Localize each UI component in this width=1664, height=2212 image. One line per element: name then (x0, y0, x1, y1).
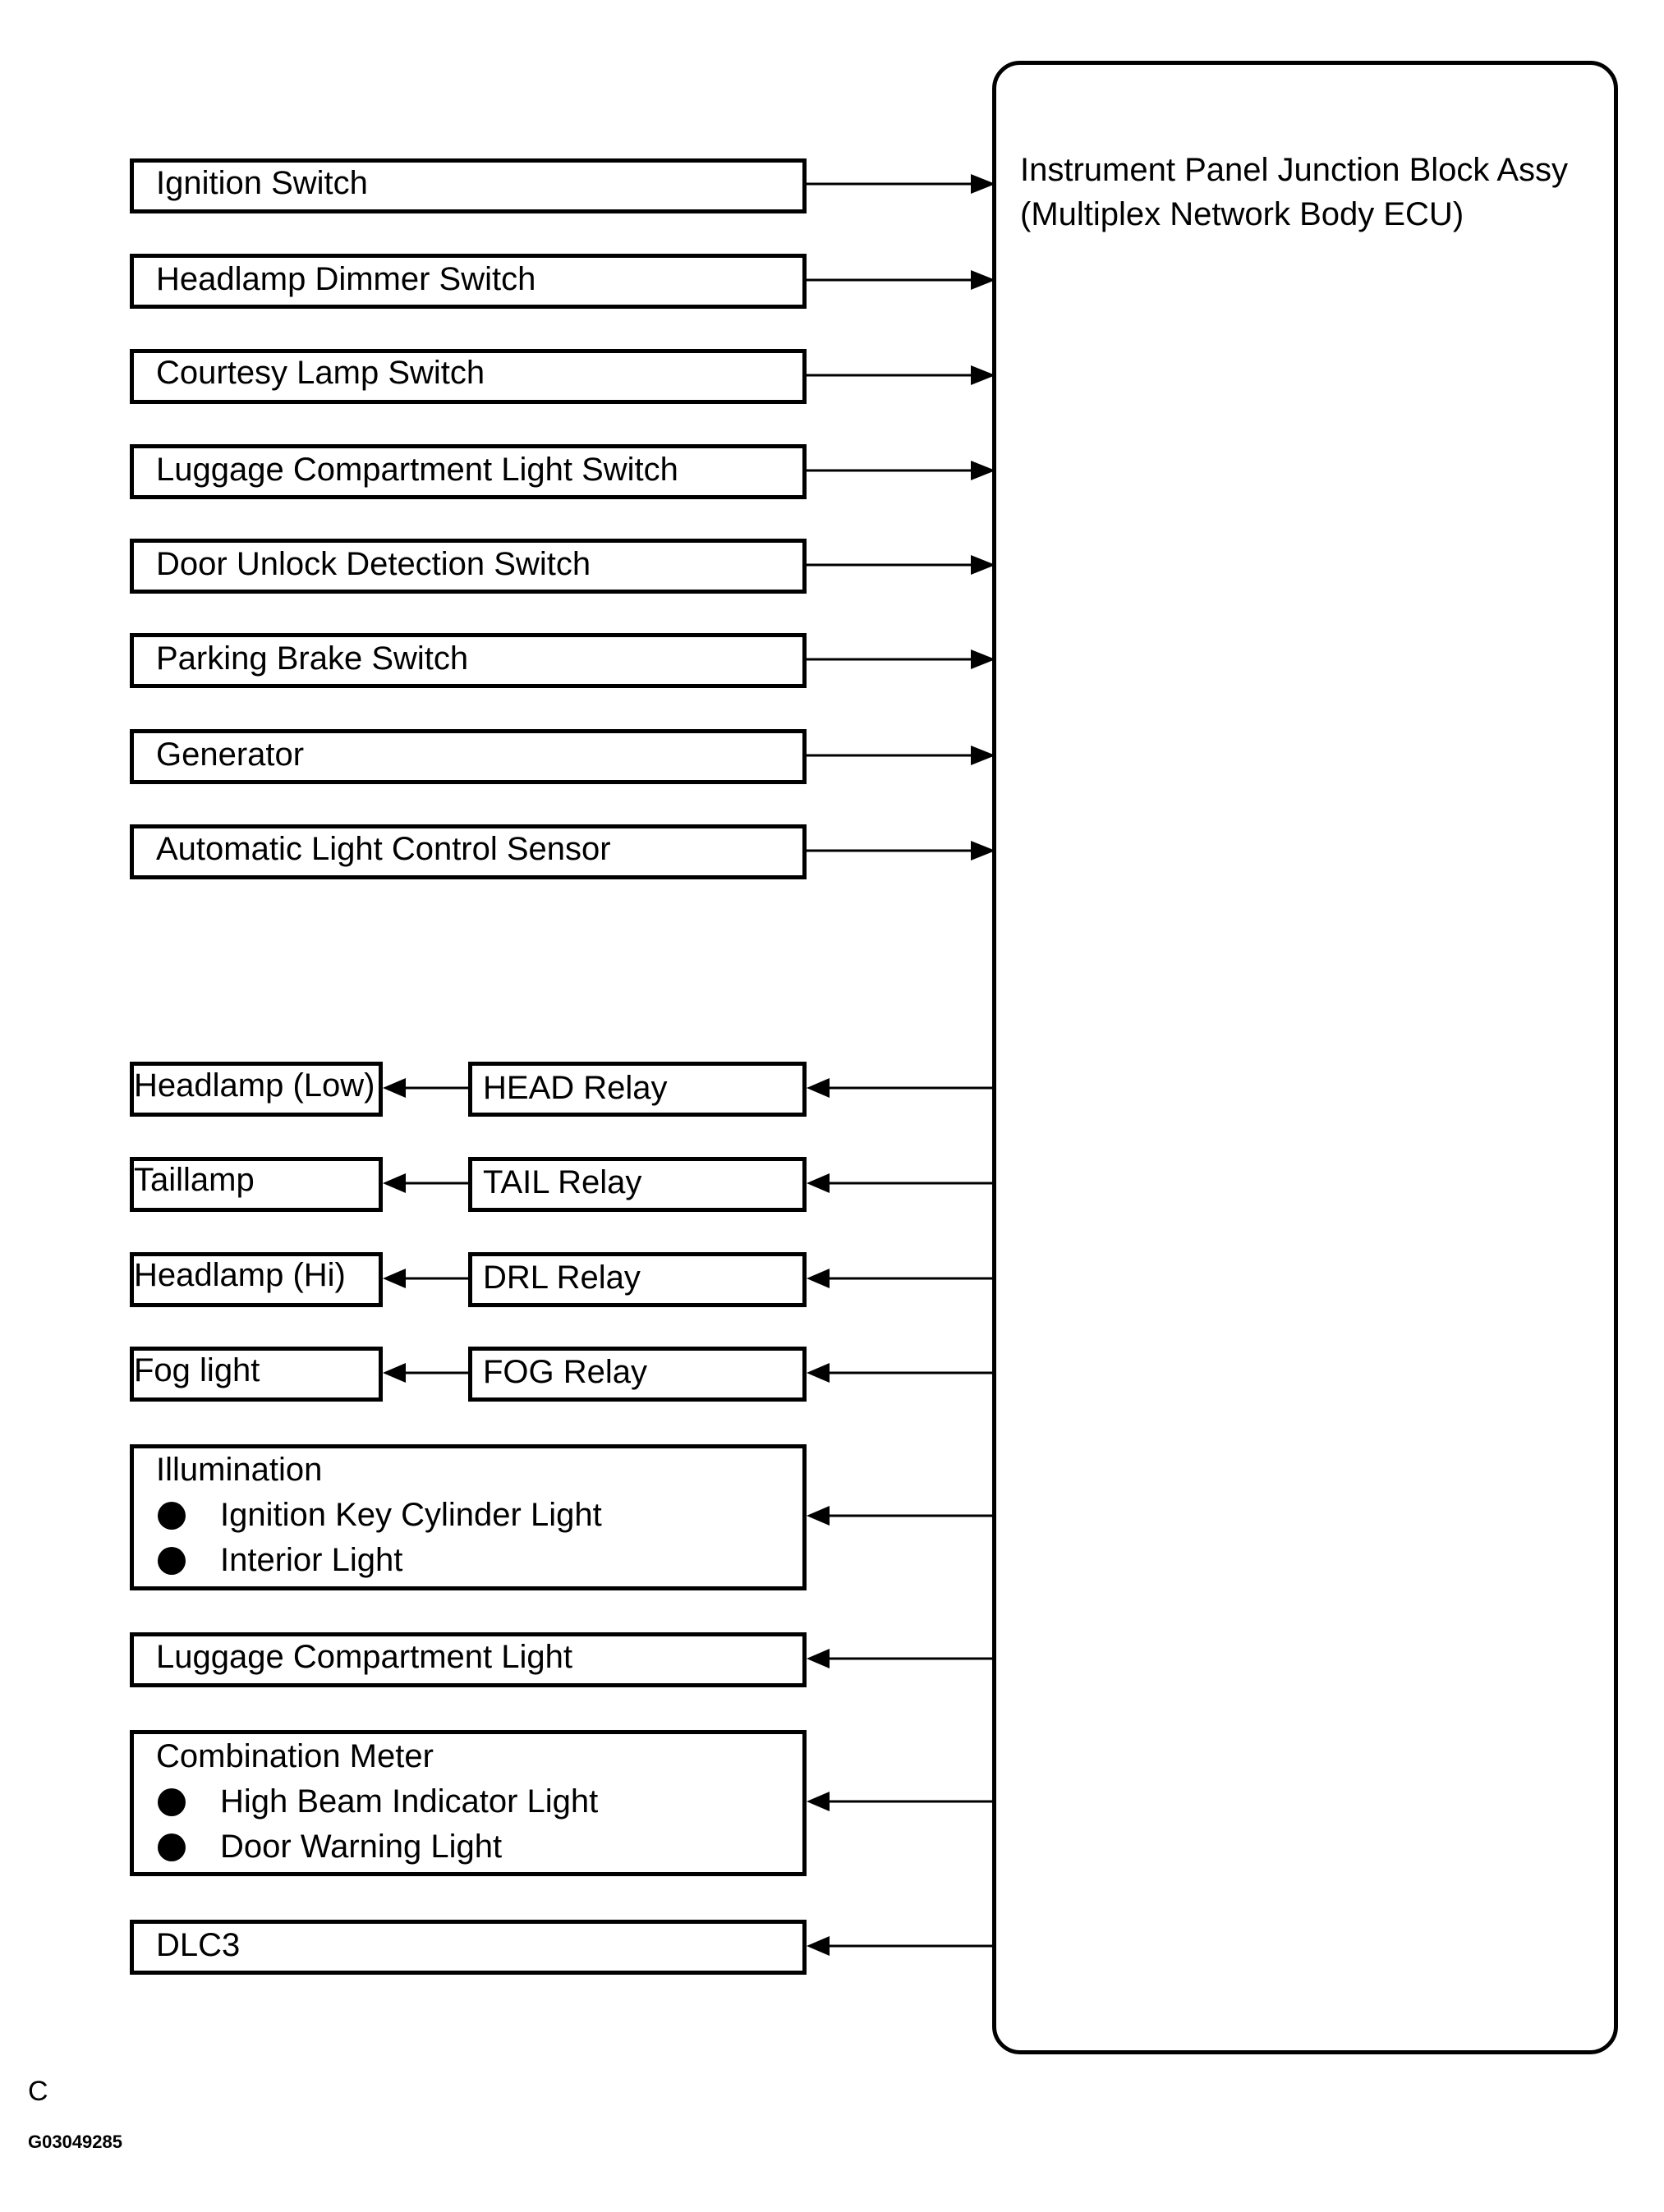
combination-meter-item-high-beam: High Beam Indicator Light (220, 1783, 599, 1820)
arrow-right-icon (971, 270, 995, 290)
arrow-right-icon (971, 365, 995, 385)
arrow-left-icon (807, 1506, 830, 1526)
input-label-luggage-light-switch: Luggage Compartment Light Switch (156, 452, 678, 488)
arrow-left-icon (807, 1078, 830, 1098)
corner-letter: C (28, 2076, 48, 2107)
input-label-ignition-switch: Ignition Switch (156, 165, 368, 201)
relay-label-tail: TAIL Relay (483, 1164, 642, 1200)
relay-label-drl: DRL Relay (483, 1260, 641, 1296)
illumination-title: Illumination (156, 1452, 323, 1488)
dlc-label: DLC3 (156, 1927, 241, 1963)
input-label-generator: Generator (156, 737, 305, 773)
arrow-right-icon (971, 174, 995, 194)
arrow-left-icon (383, 1269, 406, 1288)
arrow-right-icon (971, 649, 995, 669)
combination-meter-item-door-warning: Door Warning Light (220, 1829, 503, 1865)
arrow-left-icon (807, 1173, 830, 1193)
ecu-title-line1: Instrument Panel Junction Block Assy (1020, 152, 1568, 188)
load-label-headlamp-hi: Headlamp (Hi) (134, 1257, 346, 1293)
input-label-headlamp-dimmer-switch: Headlamp Dimmer Switch (156, 261, 536, 297)
illumination-item-key-cylinder: Ignition Key Cylinder Light (220, 1497, 602, 1533)
illumination-item-interior: Interior Light (220, 1542, 403, 1578)
arrow-right-icon (971, 841, 995, 860)
arrow-right-icon (971, 461, 995, 480)
load-label-fog-light: Fog light (134, 1352, 260, 1388)
arrow-left-icon (383, 1078, 406, 1098)
combination-meter-title: Combination Meter (156, 1738, 434, 1774)
arrow-left-icon (807, 1792, 830, 1811)
arrow-right-icon (971, 746, 995, 765)
input-label-parking-brake-switch: Parking Brake Switch (156, 640, 469, 677)
relay-label-head: HEAD Relay (483, 1070, 668, 1106)
ecu-title-line2: (Multiplex Network Body ECU) (1020, 196, 1464, 232)
luggage-light-label: Luggage Compartment Light (156, 1639, 572, 1675)
input-label-auto-light-sensor: Automatic Light Control Sensor (156, 831, 611, 867)
arrow-right-icon (971, 555, 995, 575)
arrow-left-icon (807, 1649, 830, 1668)
figure-code: G03049285 (28, 2132, 122, 2152)
load-label-headlamp-low: Headlamp (Low) (134, 1067, 375, 1104)
arrow-left-icon (383, 1173, 406, 1193)
arrow-left-icon (807, 1936, 830, 1956)
arrow-left-icon (383, 1363, 406, 1383)
arrow-left-icon (807, 1269, 830, 1288)
load-label-taillamp: Taillamp (134, 1162, 255, 1198)
input-label-door-unlock-detection-switch: Door Unlock Detection Switch (156, 546, 591, 582)
input-label-courtesy-lamp-switch: Courtesy Lamp Switch (156, 355, 485, 391)
relay-label-fog: FOG Relay (483, 1354, 648, 1390)
arrow-left-icon (807, 1363, 830, 1383)
